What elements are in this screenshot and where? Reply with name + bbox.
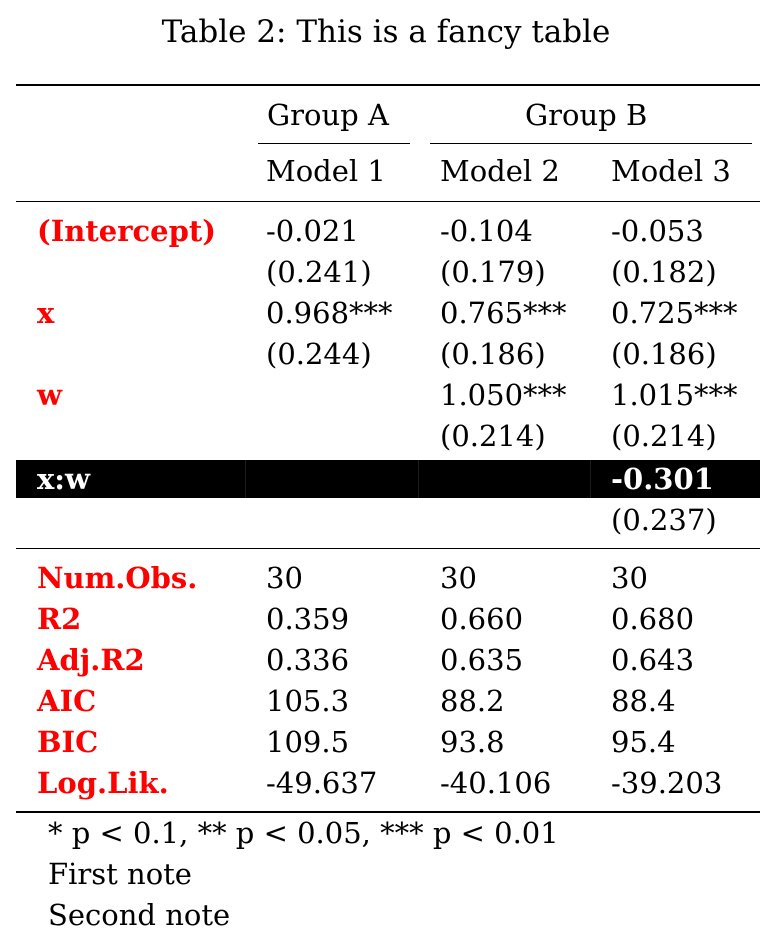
table-cell: 1.050*** [440, 378, 567, 412]
cell-separator [418, 460, 419, 498]
table-cell: -0.053 [611, 214, 704, 248]
gof-label-aic: AIC [37, 684, 97, 718]
table-cell: (0.186) [611, 337, 717, 371]
model-1-header: Model 1 [266, 154, 386, 188]
table-cell: (0.182) [611, 255, 717, 289]
table-cell: -49.637 [266, 766, 378, 800]
table-cell: 0.968*** [266, 296, 393, 330]
table-cell: 0.725*** [611, 296, 738, 330]
table-cell: 0.359 [266, 602, 350, 636]
table-cell: 95.4 [611, 725, 676, 759]
table-cell: 0.643 [611, 643, 695, 677]
table-cell: 88.2 [440, 684, 505, 718]
table-cell: (0.179) [440, 255, 546, 289]
first-note: First note [48, 857, 192, 891]
group-a-rule [258, 143, 410, 144]
table-cell: 109.5 [266, 725, 350, 759]
cell-separator [590, 460, 591, 498]
table-cell: -0.301 [611, 462, 714, 496]
model-2-header: Model 2 [440, 154, 560, 188]
gof-label-adj-r2: Adj.R2 [37, 643, 145, 677]
group-a-header: Group A [267, 98, 389, 132]
table-cell: 0.765*** [440, 296, 567, 330]
row-label-xw: x:w [37, 462, 90, 496]
table-cell: 0.680 [611, 602, 695, 636]
gof-label-log-lik: Log.Lik. [37, 766, 169, 800]
second-note: Second note [48, 898, 231, 932]
table-caption: Table 2: This is a fancy table [161, 14, 611, 50]
group-b-header: Group B [525, 98, 648, 132]
table-cell: 105.3 [266, 684, 350, 718]
significance-note: * p < 0.1, ** p < 0.05, *** p < 0.01 [48, 816, 559, 850]
table-cell: 30 [611, 561, 648, 595]
table-cell: 0.635 [440, 643, 524, 677]
table-cell: -0.021 [266, 214, 359, 248]
bottom-rule [16, 811, 760, 813]
table-cell: (0.214) [440, 419, 546, 453]
top-rule [16, 84, 760, 86]
gof-label-num-obs: Num.Obs. [37, 561, 198, 595]
table-cell: (0.237) [611, 503, 717, 537]
table-cell: 1.015*** [611, 378, 738, 412]
table-cell: 88.4 [611, 684, 676, 718]
table-cell: -39.203 [611, 766, 723, 800]
row-label-w: w [37, 378, 62, 412]
group-b-rule [430, 143, 752, 144]
cell-separator [245, 460, 246, 498]
header-rule [16, 201, 760, 202]
gof-rule [16, 548, 760, 549]
model-3-header: Model 3 [611, 154, 731, 188]
table-cell: 0.336 [266, 643, 350, 677]
row-label-intercept: (Intercept) [37, 214, 216, 248]
gof-label-bic: BIC [37, 725, 99, 759]
row-label-x: x [37, 296, 55, 330]
table-cell: (0.214) [611, 419, 717, 453]
table-cell: -40.106 [440, 766, 552, 800]
table-cell: (0.186) [440, 337, 546, 371]
gof-label-r2: R2 [37, 602, 82, 636]
table-cell: (0.244) [266, 337, 372, 371]
table-cell: -0.104 [440, 214, 533, 248]
table-cell: 0.660 [440, 602, 524, 636]
table-cell: 30 [440, 561, 477, 595]
table-cell: 93.8 [440, 725, 505, 759]
table-cell: (0.241) [266, 255, 372, 289]
table-cell: 30 [266, 561, 303, 595]
